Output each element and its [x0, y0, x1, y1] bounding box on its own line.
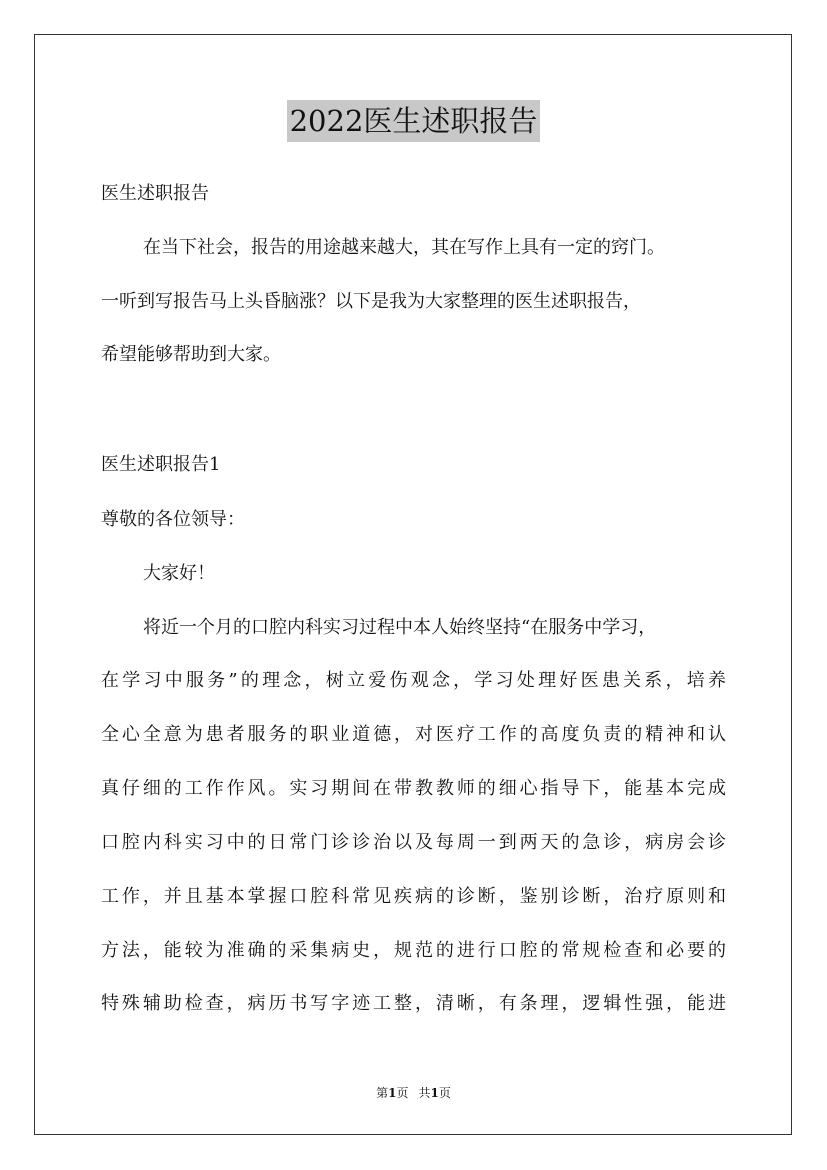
footer-page-prefix: 第	[376, 1086, 389, 1100]
footer-total-number: 1	[430, 1086, 439, 1100]
body-line-6: 工作，并且基本掌握口腔科常见疾病的诊断，鉴别诊断，治疗原则和	[101, 886, 726, 907]
page-footer	[0, 1085, 827, 1101]
footer-page-number: 1	[388, 1086, 397, 1100]
title-container	[0, 100, 827, 142]
body-line-7: 方法，能较为准确的采集病史，规范的进行口腔的常规检查和必要的	[101, 940, 726, 961]
document-title: 2022医生述职报告	[287, 100, 541, 142]
body-line-3: 全心全意为患者服务的职业道德，对医疗工作的高度负责的精神和认	[101, 724, 726, 745]
intro-line-3: 希望能够帮助到大家。	[101, 344, 281, 365]
footer-page-suffix: 页	[396, 1086, 409, 1100]
body-line-8: 特殊辅助检查，病历书写字迹工整，清晰，有条理，逻辑性强，能进	[101, 993, 726, 1014]
body-line-2: 在学习中服务”的理念，树立爱伤观念，学习处理好医患关系，培养	[101, 670, 726, 691]
body-line-5: 口腔内科实习中的日常门诊诊治以及每周一到两天的急诊，病房会诊	[101, 832, 726, 853]
intro-line-1: 在当下社会，报告的用途越来越大，其在写作上具有一定的窍门。	[143, 237, 665, 258]
document-subtitle: 医生述职报告	[101, 183, 209, 204]
intro-line-2: 一听到写报告马上头昏脑涨？以下是我为大家整理的医生述职报告，	[101, 291, 641, 312]
body-line-1: 将近一个月的口腔内科实习过程中本人始终坚持“在服务中学习，	[143, 617, 657, 638]
body-line-4: 真仔细的工作作风。实习期间在带教教师的细心指导下，能基本完成	[101, 778, 726, 799]
greeting: 大家好！	[143, 563, 215, 584]
section-heading: 医生述职报告1	[101, 454, 221, 475]
footer-total-suffix: 页	[438, 1086, 451, 1100]
salutation: 尊敬的各位领导：	[101, 509, 245, 530]
footer-total-prefix: 共	[418, 1086, 431, 1100]
